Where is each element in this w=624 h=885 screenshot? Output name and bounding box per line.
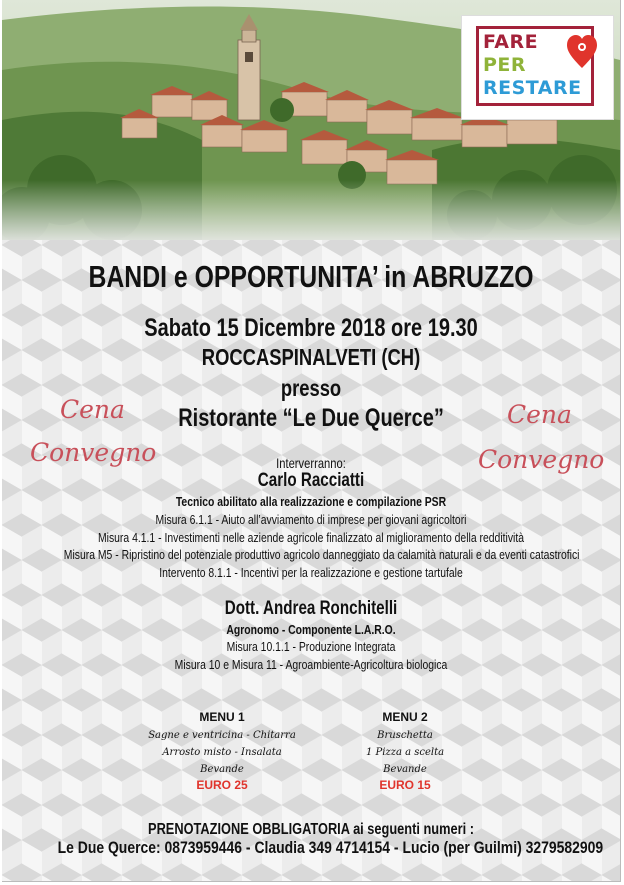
menu-1-item: Arrosto misto - Insalata [162,747,282,758]
menu-2-item: Bevande [383,764,427,775]
booking-heading: PRENOTAZIONE OBBLIGATORIA ai seguenti numeri : [148,821,474,838]
event-place: ROCCASPINALVETI (CH) [201,344,421,370]
logo-line-restare: RESTARE [483,77,582,99]
menu-2-item: 1 Pizza a scelta [365,747,445,758]
speakers-intro: Interverranno: [276,455,346,471]
menu-2-price: EURO 15 [379,778,431,792]
left-label-convegno: Convegno [30,438,157,467]
speaker-2-role: Agronomo - Componente L.A.R.O. [226,622,396,637]
menu-1-item: Bevande [200,764,244,775]
fare-per-restare-logo [461,15,614,120]
speaker-1-name: Carlo Racciatti [257,470,365,491]
speaker-2-measure: Misura 10.1.1 - Produzione Integrata [226,639,396,654]
event-restaurant: Ristorante “Le Due Querce” [178,404,444,432]
menu-1-item: Sagne e ventricina - Chitarra [148,730,296,741]
right-label-convegno: Convegno [478,445,605,474]
menu-1-price: EURO 25 [196,778,248,792]
menu-1-title: MENU 1 [199,710,245,724]
menu-1 [132,710,312,792]
event-poster [2,0,621,882]
speaker-2-measure: Misura 10 e Misura 11 - Agroambiente-Agricoltura biologica [174,657,448,672]
menu-2 [325,710,485,792]
menu-2-item: Bruschetta [377,730,433,741]
event-date: Sabato 15 Dicembre 2018 ore 19.30 [144,314,478,342]
speaker-1-measure: Misura M5 - Ripristino del potenziale produttivo agricolo danneggiato da calamità naturali e da eventi catastrofici [63,547,580,562]
speaker-1-role: Tecnico abilitato alla realizzazione e compilazione PSR [175,494,447,509]
speaker-1-measure: Intervento 8.1.1 - Incentivi per la realizzazione e gestione tartufale [159,565,463,580]
menu-2-title: MENU 2 [382,710,428,724]
speaker-2-name: Dott. Andrea Ronchitelli [224,598,398,619]
event-title: BANDI e OPPORTUNITA’ in ABRUZZO [88,259,534,294]
speaker-1-measure: Misura 4.1.1 - Investimenti nelle aziende agricole finalizzato al miglioramento della redditività [97,530,525,545]
booking-numbers: Le Due Querce: 0873959446 - Claudia 349 4714154 - Lucio (per Guilmi) 3279582909 [57,838,604,857]
logo-line-per: PER [483,54,527,76]
logo-frame [476,26,594,106]
left-label-cena: Cena [60,395,125,424]
event-presso: presso [280,375,342,401]
map-pin-heart-icon [567,35,597,69]
logo-line-fare: FARE [483,31,539,53]
right-label-cena: Cena [507,400,572,429]
speaker-1-measure: Misura 6.1.1 - Aiuto all’avviamento di imprese per giovani agricoltori [155,512,467,527]
